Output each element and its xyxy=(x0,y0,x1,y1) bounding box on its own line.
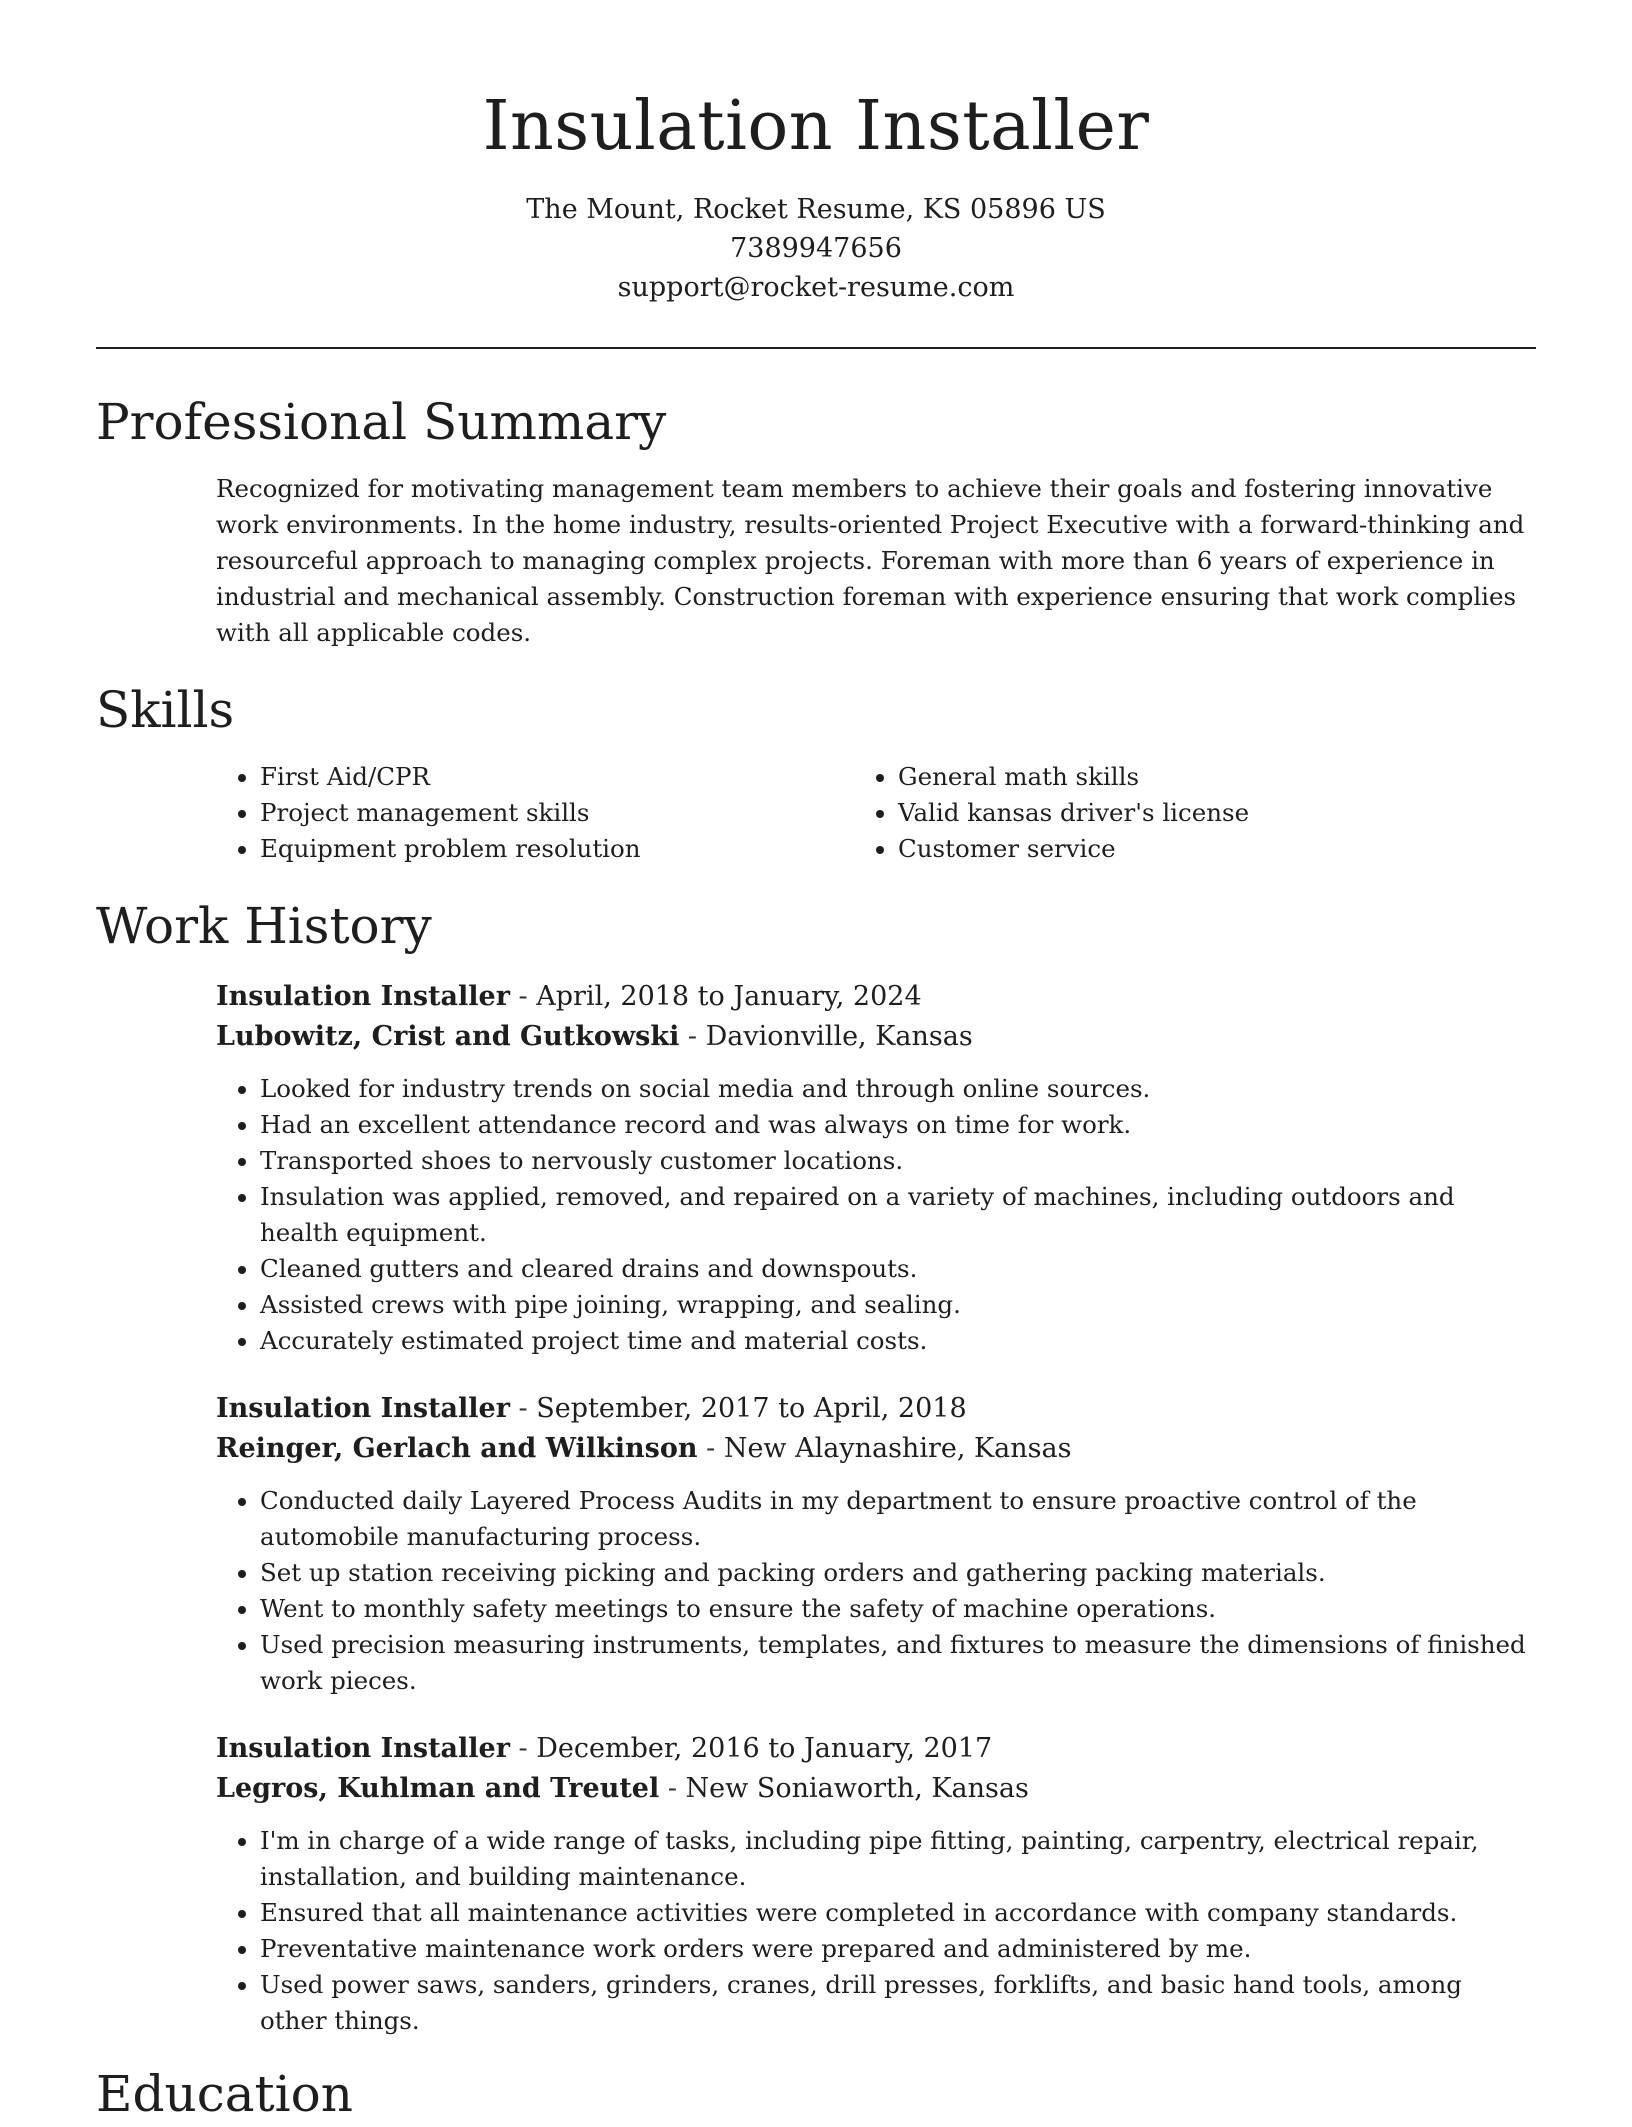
summary-heading: Professional Summary xyxy=(96,393,667,451)
job-bullet: • Insulation was applied, removed, and repaired on a variety of machines, including outdoors and health equipment. xyxy=(260,1179,1536,1251)
resume-page xyxy=(96,0,1536,2127)
job-company: Lubowitz, Crist and Gutkowski xyxy=(216,1021,680,1052)
job-title-line xyxy=(216,1729,1536,1769)
work-history-heading: Work History xyxy=(96,897,432,955)
skill-item: • Customer service xyxy=(898,831,1536,867)
education-heading: Education xyxy=(96,2065,353,2123)
job-bullet: • Preventative maintenance work orders were prepared and administered by me. xyxy=(260,1931,1536,1967)
separator: - xyxy=(509,1733,537,1764)
separator: - xyxy=(659,1773,686,1804)
contact-phone: 7389947656 xyxy=(730,233,902,264)
job-company-line xyxy=(216,1429,1536,1469)
job-bullet: • Cleaned gutters and cleared drains and downspouts. xyxy=(260,1251,1536,1287)
summary-text: Recognized for motivating management team members to achieve their goals and fostering innovative work environments. In the home industry, results-oriented Project Executive with a forward-thinking and resourceful approach to managing complex projects. Foreman with more than 6 years of experience in industrial and mechanical assembly. Construction foreman with experience ensuring that work complies with all applicable codes. xyxy=(216,474,1525,647)
job-bullet: • Conducted daily Layered Process Audits in my department to ensure proactive control of the automobile manufacturing process. xyxy=(260,1483,1536,1555)
skills-column-left xyxy=(216,759,898,867)
job-position: Insulation Installer xyxy=(216,1393,510,1424)
job-bullet: • Used power saws, sanders, grinders, cranes, drill presses, forklifts, and basic hand tools, among other things. xyxy=(260,1967,1536,2039)
job-title-line xyxy=(216,977,1536,1017)
skill-item: • General math skills xyxy=(898,759,1536,795)
job-company: Legros, Kuhlman and Treutel xyxy=(216,1773,660,1804)
job-bullets xyxy=(216,1483,1536,1699)
job-position: Insulation Installer xyxy=(216,1733,510,1764)
separator: - xyxy=(509,1393,537,1424)
job-company-line xyxy=(216,1769,1536,1809)
job-bullet: • I'm in charge of a wide range of tasks, including pipe fitting, painting, carpentry, electrical repair, installation, and building maintenance. xyxy=(260,1823,1536,1895)
job-dates: December, 2016 to January, 2017 xyxy=(536,1733,993,1764)
separator: - xyxy=(697,1433,724,1464)
job-bullet: • Looked for industry trends on social media and through online sources. xyxy=(260,1071,1536,1107)
skill-item: • Project management skills xyxy=(260,795,898,831)
job-bullet: • Had an excellent attendance record and was always on time for work. xyxy=(260,1107,1536,1143)
job-bullets xyxy=(216,1823,1536,2039)
job-title-line xyxy=(216,1389,1536,1429)
separator: - xyxy=(509,981,537,1012)
job-bullet: • Set up station receiving picking and packing orders and gathering packing materials. xyxy=(260,1555,1536,1591)
candidate-name: Insulation Installer xyxy=(482,87,1150,166)
skill-item: • Equipment problem resolution xyxy=(260,831,898,867)
separator: - xyxy=(679,1021,706,1052)
header-divider xyxy=(96,347,1536,349)
contact-address: The Mount, Rocket Resume, KS 05896 US xyxy=(526,194,1106,225)
job-bullet: • Used precision measuring instruments, templates, and fixtures to measure the dimensions of finished work pieces. xyxy=(260,1627,1536,1699)
job-dates: September, 2017 to April, 2018 xyxy=(536,1393,967,1424)
skill-item: • First Aid/CPR xyxy=(260,759,898,795)
job-bullets xyxy=(216,1071,1536,1359)
skills-column-right xyxy=(898,759,1536,867)
contact-email: support@rocket-resume.com xyxy=(617,272,1015,303)
job-bullet: • Transported shoes to nervously customer locations. xyxy=(260,1143,1536,1179)
job-dates: April, 2018 to January, 2024 xyxy=(536,981,922,1012)
job-company-line xyxy=(216,1017,1536,1057)
skill-item: • Valid kansas driver's license xyxy=(898,795,1536,831)
job-entry xyxy=(216,1389,1536,1699)
skills-heading: Skills xyxy=(96,681,235,739)
job-company: Reinger, Gerlach and Wilkinson xyxy=(216,1433,698,1464)
skills-list xyxy=(216,759,1536,867)
job-bullet: • Assisted crews with pipe joining, wrapping, and sealing. xyxy=(260,1287,1536,1323)
job-location: Davionville, Kansas xyxy=(705,1021,973,1052)
job-bullet: • Ensured that all maintenance activities were completed in accordance with company standards. xyxy=(260,1895,1536,1931)
job-position: Insulation Installer xyxy=(216,981,510,1012)
job-entry xyxy=(216,977,1536,1359)
job-bullet: • Went to monthly safety meetings to ensure the safety of machine operations. xyxy=(260,1591,1536,1627)
job-bullet: • Accurately estimated project time and material costs. xyxy=(260,1323,1536,1359)
job-entry xyxy=(216,1729,1536,2039)
contact-block xyxy=(96,190,1536,307)
job-location: New Alaynashire, Kansas xyxy=(723,1433,1072,1464)
resume-header xyxy=(96,0,1536,307)
job-location: New Soniaworth, Kansas xyxy=(685,1773,1029,1804)
